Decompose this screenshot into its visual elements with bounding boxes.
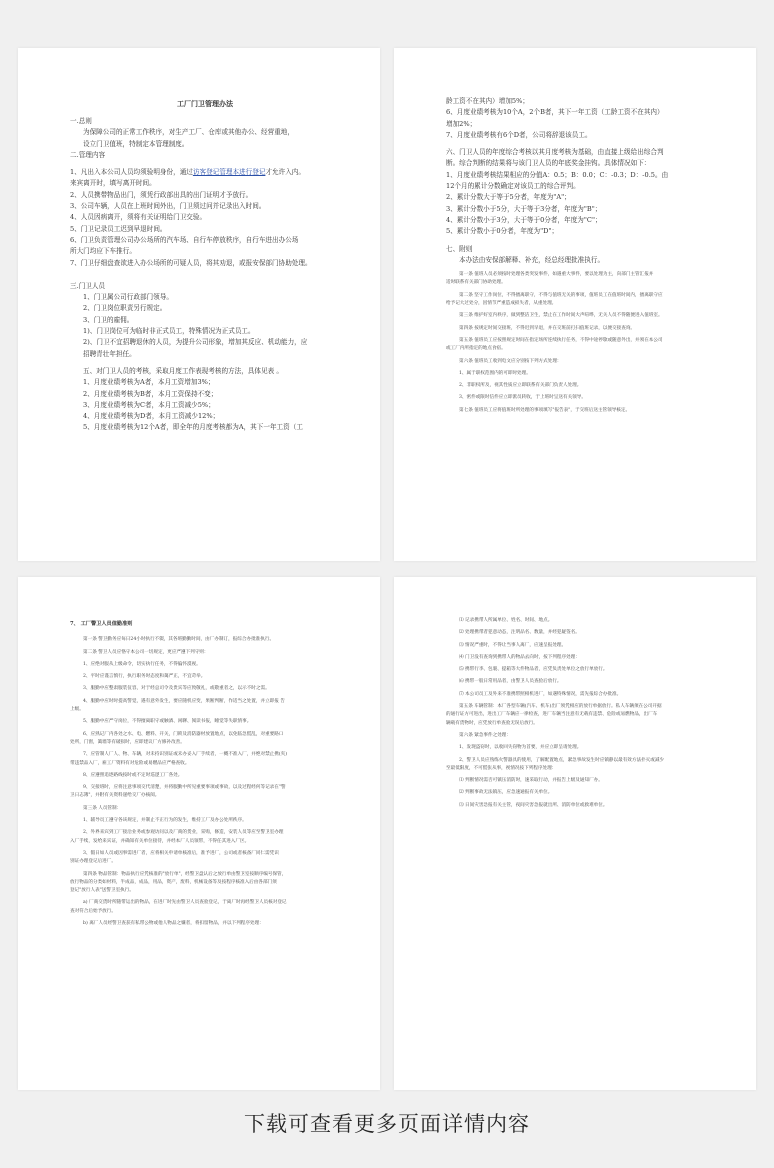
text-line: ⑶ 日间灾害急报有关主管，夜间灾害急报就出所、消防单位或救难单位。 — [459, 802, 608, 808]
text-line: 来宾离开时，填写离开时间。 — [70, 179, 156, 188]
text-line: ⑵ 判断事故无法镇压，应急速通报有关单位。 — [459, 790, 553, 796]
text-line: 2、累计分数大于等于5分者，年度为"A"； — [446, 193, 571, 202]
text-line: 登记"放行人表"送警卫室执行。 — [70, 888, 134, 894]
text-line: 3、月度业绩考核为C者，本月工资减少5%； — [83, 400, 215, 409]
text-line: 本办法由安保部解释、补充，经总经理批准执行。 — [459, 255, 605, 264]
text-line: 4、服勤中应时时提高警觉，遇有意外发生，要应随机应变，果断判断，作适当之处置，并立即报 告 — [83, 698, 285, 704]
text-line: 第四条 按规定时间交接班，不得迟到早退，并在交班前打扫值班记录，以便交接查询。 — [459, 325, 636, 331]
page-3-text — [70, 619, 340, 928]
text-line: 所大门均应下车推行。 — [70, 247, 136, 256]
text-line: 设立门卫值班，特制定本管理制度。 — [83, 139, 189, 148]
text-line: 1、凡出入本公司人员均须验明身份，通过访客登记管理本进行登记才允许入内。 — [70, 168, 305, 177]
text-line: 增加2%； — [446, 119, 477, 128]
page-4-text — [446, 617, 716, 810]
text-line: 2)、门卫不宜招聘退休的人员，为提升公司形象，增加其反应、机动能力，应 — [83, 338, 308, 347]
text-line: 5、服勤中应严守岗位，不得擅离职守或触酒、闲聊、阅读书报，睡觉等失职情事。 — [83, 719, 252, 725]
text-line: 1、门卫属公司行政部门领导。 — [83, 293, 173, 302]
text-line: 入厂手续，发给来宾证，并确知有关单位接待，并经本厂人员领带，不得任其进入厂区。 — [70, 838, 250, 844]
text-line: 招聘青壮年担任。 — [83, 349, 136, 358]
text-line: 第二条 坚守工作岗位，不得擅离职守，不得与值班无关的事项，值班员工在值班时间内，擅离职守应 — [459, 292, 663, 298]
text-line: 2、平时应谨言慎行，执行职务时态度和蔼严正，不宜苛举。 — [83, 674, 206, 680]
page-3-small-lines — [70, 636, 340, 928]
text-line: 2、人员携带物品出门，须凭行政部出具的出门证明才予放行。 — [70, 190, 253, 199]
text-line: 断。综合判断的结果将与该门卫人员的年底奖金挂钩。具体情况如下： — [446, 159, 651, 168]
text-line: 至最低限度，不可慌张从事，视情况按下列程序处理： — [446, 765, 557, 771]
text-line: ⑴ 判断情况需否可镇压消防时，速采取行动，并报告上级及通知厂办。 — [459, 778, 603, 784]
text-line: 第一条 警卫勤务应每日24小时执行不辍，其各班勤勤时间，由厂办制订，报综合办批准执行。 — [83, 637, 275, 643]
text-line: 2、警卫人员应熟练火警器具的使用，了解配置地点，紧急事故发生时应镇静以最有效方法扑灭或减少 — [459, 757, 665, 763]
text-line: 辆载有货物时，应凭放行单查验无误后放行。 — [446, 720, 538, 726]
text-line: 1、发现盗窃时，以收回失窃物为首要，并应立即呈请处理。 — [459, 745, 582, 751]
text-line: 1、月度业绩考核为A者，本月工资增加3%； — [83, 378, 215, 387]
text-line: 5、累计分数小于0分者，年度为"D"； — [446, 227, 559, 236]
text-line: 1、应绝对服从上级命令，切实执行任务，不得偏怀漠视。 — [83, 661, 201, 667]
text-line: 第六条 紧急事件之处理： — [459, 732, 511, 738]
text-line: 1)、门卫岗位可为临时非正式员工，特殊情况为正式员工。 — [83, 327, 255, 336]
document-page-1 — [18, 48, 380, 561]
text-line: 为保障公司的正常工作秩序，对生产工厂、仓库或其他办公、经营重地， — [83, 128, 294, 137]
text-line: ⑵ 处理携带者犯意动态，注明品名、数量，并经犯疑签名。 — [459, 630, 580, 636]
text-line: ⑶ 情况严重时，不得让当事人离厂，应速呈报处理。 — [459, 642, 567, 648]
text-line: 第一条 值班人员必须按时处理各类突发事件，如遇重大事件，要以处理为主，向部门主管汇报并 — [459, 272, 654, 278]
text-line: 二.管理内容 — [70, 150, 106, 159]
text-line: ⑸ 携带行李、包裹、提箱等大件物品者，应凭负责处单位之放行单放行。 — [459, 667, 608, 673]
text-line: 4、人员因病离开，须将有关证明给门卫交验。 — [70, 213, 207, 222]
text-line: 七、附则 — [446, 244, 473, 253]
text-line: 3、门卫的雇佣。 — [83, 315, 134, 324]
text-line: 3、公司车辆，人员在上班时间外出，门卫须过问并记录出入时间。 — [70, 202, 266, 211]
text-line: 1、属于职权范围内的可即时处理。 — [459, 370, 531, 376]
text-line: 7、月度业绩考核有6个D者，公司将辞退该员工。 — [446, 130, 592, 139]
text-line: 的通行证方可进出，进出工厂车辆应一律检查，进厂车辆当注意有无载有违禁、危险或易燃物品，出厂车 — [446, 712, 658, 718]
text-line: 三.门卫人员 — [70, 281, 106, 290]
text-line: 6、月度业绩考核为10个A，2个B者，其下一年工资（工龄工资不在其内） — [446, 108, 664, 117]
text-line: 2、非职权所及，视其性质应立即联系有关部门负责人处理。 — [459, 383, 582, 389]
text-line: 1、月度业绩考核结果相应的分值A：0.5；B：0.0；C：-0.3；D：-0.5。由 — [446, 170, 669, 179]
text-line: 上级。 — [70, 707, 84, 713]
text-line: 处所，门窗，篱墙等有破损时，应即建议厂方修补改善。 — [70, 739, 185, 745]
text-line: 3、密件或限时信件应立即派员转收，于上班时呈送有关领导。 — [459, 395, 586, 401]
text-line: 查对符合后始予放行。 — [70, 908, 116, 914]
document-title: 工厂门卫管理办法 — [177, 99, 233, 108]
text-line: 第七条 值班员工应将值班时所处理的事项填写"报告表"，于交班后送主管领导核定。 — [459, 407, 631, 413]
text-line: 第六条 值班员工收到电文应分别按下列方式处理： — [459, 358, 562, 364]
text-line: 8、应遵照追逐路线按时或不定时巡逻工厂各处。 — [83, 772, 183, 778]
text-line: 带违禁品入厂，雇工厂资料有对危险或易燃品应严格查收。 — [70, 760, 190, 766]
section-title: 7、 工厂警卫人员值勤准则 — [70, 621, 133, 627]
text-line: 3、假日如人员或因事需进厂者，应将相关申请单核准后，准予进厂，公司或者核备厂同仁需凭识 — [83, 850, 279, 856]
page-4-small-lines — [446, 617, 716, 810]
visitor-register-link[interactable]: 访客登记管理本进行登记 — [192, 168, 266, 177]
text-line: ⑷ 门卫没有查询到携带人的物品去向时，按下列程序处理： — [459, 654, 580, 660]
download-caption: 下载可查看更多页面详情内容 — [244, 1112, 530, 1136]
text-line: a) 厂商交货时所随带运出的物品，在进厂时先由警卫人员查验登记，于离厂时再经警卫人员核对登记 — [83, 900, 287, 906]
text-line: 2、月度业绩考核为B者，本月工资保持不变； — [83, 389, 218, 398]
text-line: 9、交接班时，应将注意事项交代清楚，并将服勤中所见重要事项或事故，以及过程经何等记录在"警 — [83, 785, 286, 791]
text-line: ⑴ 记录携带人所属单位、姓名、时间、地点。 — [459, 618, 553, 623]
text-line: 12个月的累计分数确定对该员工的综合评判。 — [446, 182, 580, 191]
text-line: 五、对门卫人员的考核，采取月度工作表现考核的方法，具体见表 。 — [83, 366, 283, 375]
text-line: 3、服勤中应整肃服装仪容，对于经总司令及贵宾等应致敬礼，或敬重者之，以示不时之需。 — [83, 686, 270, 692]
text-line: 第三条 维护好室内秩序，做到整洁卫生，禁止在工作时间大声喧哗，无关人员不得随便进入值班室。 — [459, 313, 663, 319]
text-line: ⑺ 本公司员工及外来不准携带照相机进厂，如遇特殊情况，需先报综合办批准。 — [459, 691, 622, 697]
text-line: 7、门卫仔细盘查欲进入办公场所的可疑人员，将其劝退，或报安保部门协助处理。 — [70, 258, 312, 267]
text-line: 第四条 物品管制：物品执行应凭核准的"放行单"，经警卫盘认后之放行单由警卫室按顺序编号保管， — [83, 871, 287, 877]
text-line: 给予记大过处分，因情节严重造成损失者，从重处理。 — [446, 301, 557, 307]
text-line: 6、门卫负责管理公司办公场所的汽车场、自行车停放秩序，自行车进出办公场 — [70, 235, 299, 244]
text-line: 4、累计分数小于3分，大于等于0分者，年度为"C"； — [446, 215, 602, 224]
text-line: 6、应熟记厂内各处之水、电、燃料、开关，门锁及消防器材放置地点，以免临急慌乱，对重要路口 — [83, 731, 284, 737]
page-1-text — [70, 98, 340, 434]
page-2-small-lines — [446, 271, 716, 415]
text-line: 卫日志簿"，并附有关资料递给交厂办核阅。 — [70, 793, 160, 799]
text-line: ⑹ 携带一般日常用品者，由警卫人员查验后放行。 — [459, 679, 562, 685]
text-line: 龄工资不在其内）增加5%； — [446, 97, 529, 105]
page-2-lines — [446, 96, 716, 266]
text-line: 3、累计分数小于5分，大于等于3分者，年度为"B"； — [446, 204, 602, 213]
text-line: 第五条 值班员工应按照规定时间在指定场所连续执行任务，不得中途停歇或随意外出，并须在本公司 — [459, 337, 663, 343]
text-line: 或工厂内所指定的地点食宿。 — [446, 346, 506, 352]
text-line: 第三条 人员管制： — [83, 805, 122, 811]
text-line: 4、月度业绩考核为D者，本月工资减少12%； — [83, 412, 220, 421]
text-line: 2、外界来宾到工厂接洽业务或参观访问以及厂商的货业，采购，修造，安装人员等应至警卫室办理 — [83, 830, 284, 836]
text-line: 5、门卫记录员工迟到早退时间。 — [70, 224, 167, 233]
page-2-text — [446, 96, 716, 415]
text-line: 5、月度业绩考核为12个A者，即全年的月度考核都为A，其下一年工资（工 — [83, 423, 303, 432]
text-line: 2、门卫岗位职责另行规定。 — [83, 304, 167, 313]
text-line: 六、门卫人员的年度综合考核以其月度考核为基础，由直接上级给出综合判 — [446, 148, 664, 157]
text-line: 第五条 车辆管制：本厂各型车辆(汽车、机车)出厂须凭相应的放行单据放行。私人车辆须在公司开据 — [459, 704, 662, 710]
text-line: 7、应管制人厂人、物、车辆，对未持识别证或未办妥入厂手续者，一概不准入厂，并绝对禁止携(夹) — [83, 752, 288, 758]
page-1-lines — [70, 116, 340, 434]
text-line: 别证办理登记后进厂。 — [70, 859, 116, 865]
text-line: 第二条 警卫人员应恪守本公司一切规定，更应严遵下列守则： — [83, 649, 209, 655]
text-line: 一.总则 — [70, 117, 92, 125]
text-line: 适时联系有关部门协助处理。 — [446, 280, 506, 286]
document-page-3 — [18, 577, 380, 1090]
text-line: 1、辅导员工遵守各该规定，并制止不正行为的发生，维持工厂及办公处所秩序。 — [83, 818, 247, 824]
document-page-4 — [394, 577, 756, 1090]
text-line: 放行物品的分类如材料，半成品，成品，用品，资产，废料，机械设备等及按程序核准入后由各部门须 — [70, 879, 277, 885]
text-line: b) 离厂人员经警卫查获有私带公物或他人物品之嫌者，将扣留物品，并以下列程序处理： — [83, 921, 264, 927]
document-page-2 — [394, 48, 756, 561]
